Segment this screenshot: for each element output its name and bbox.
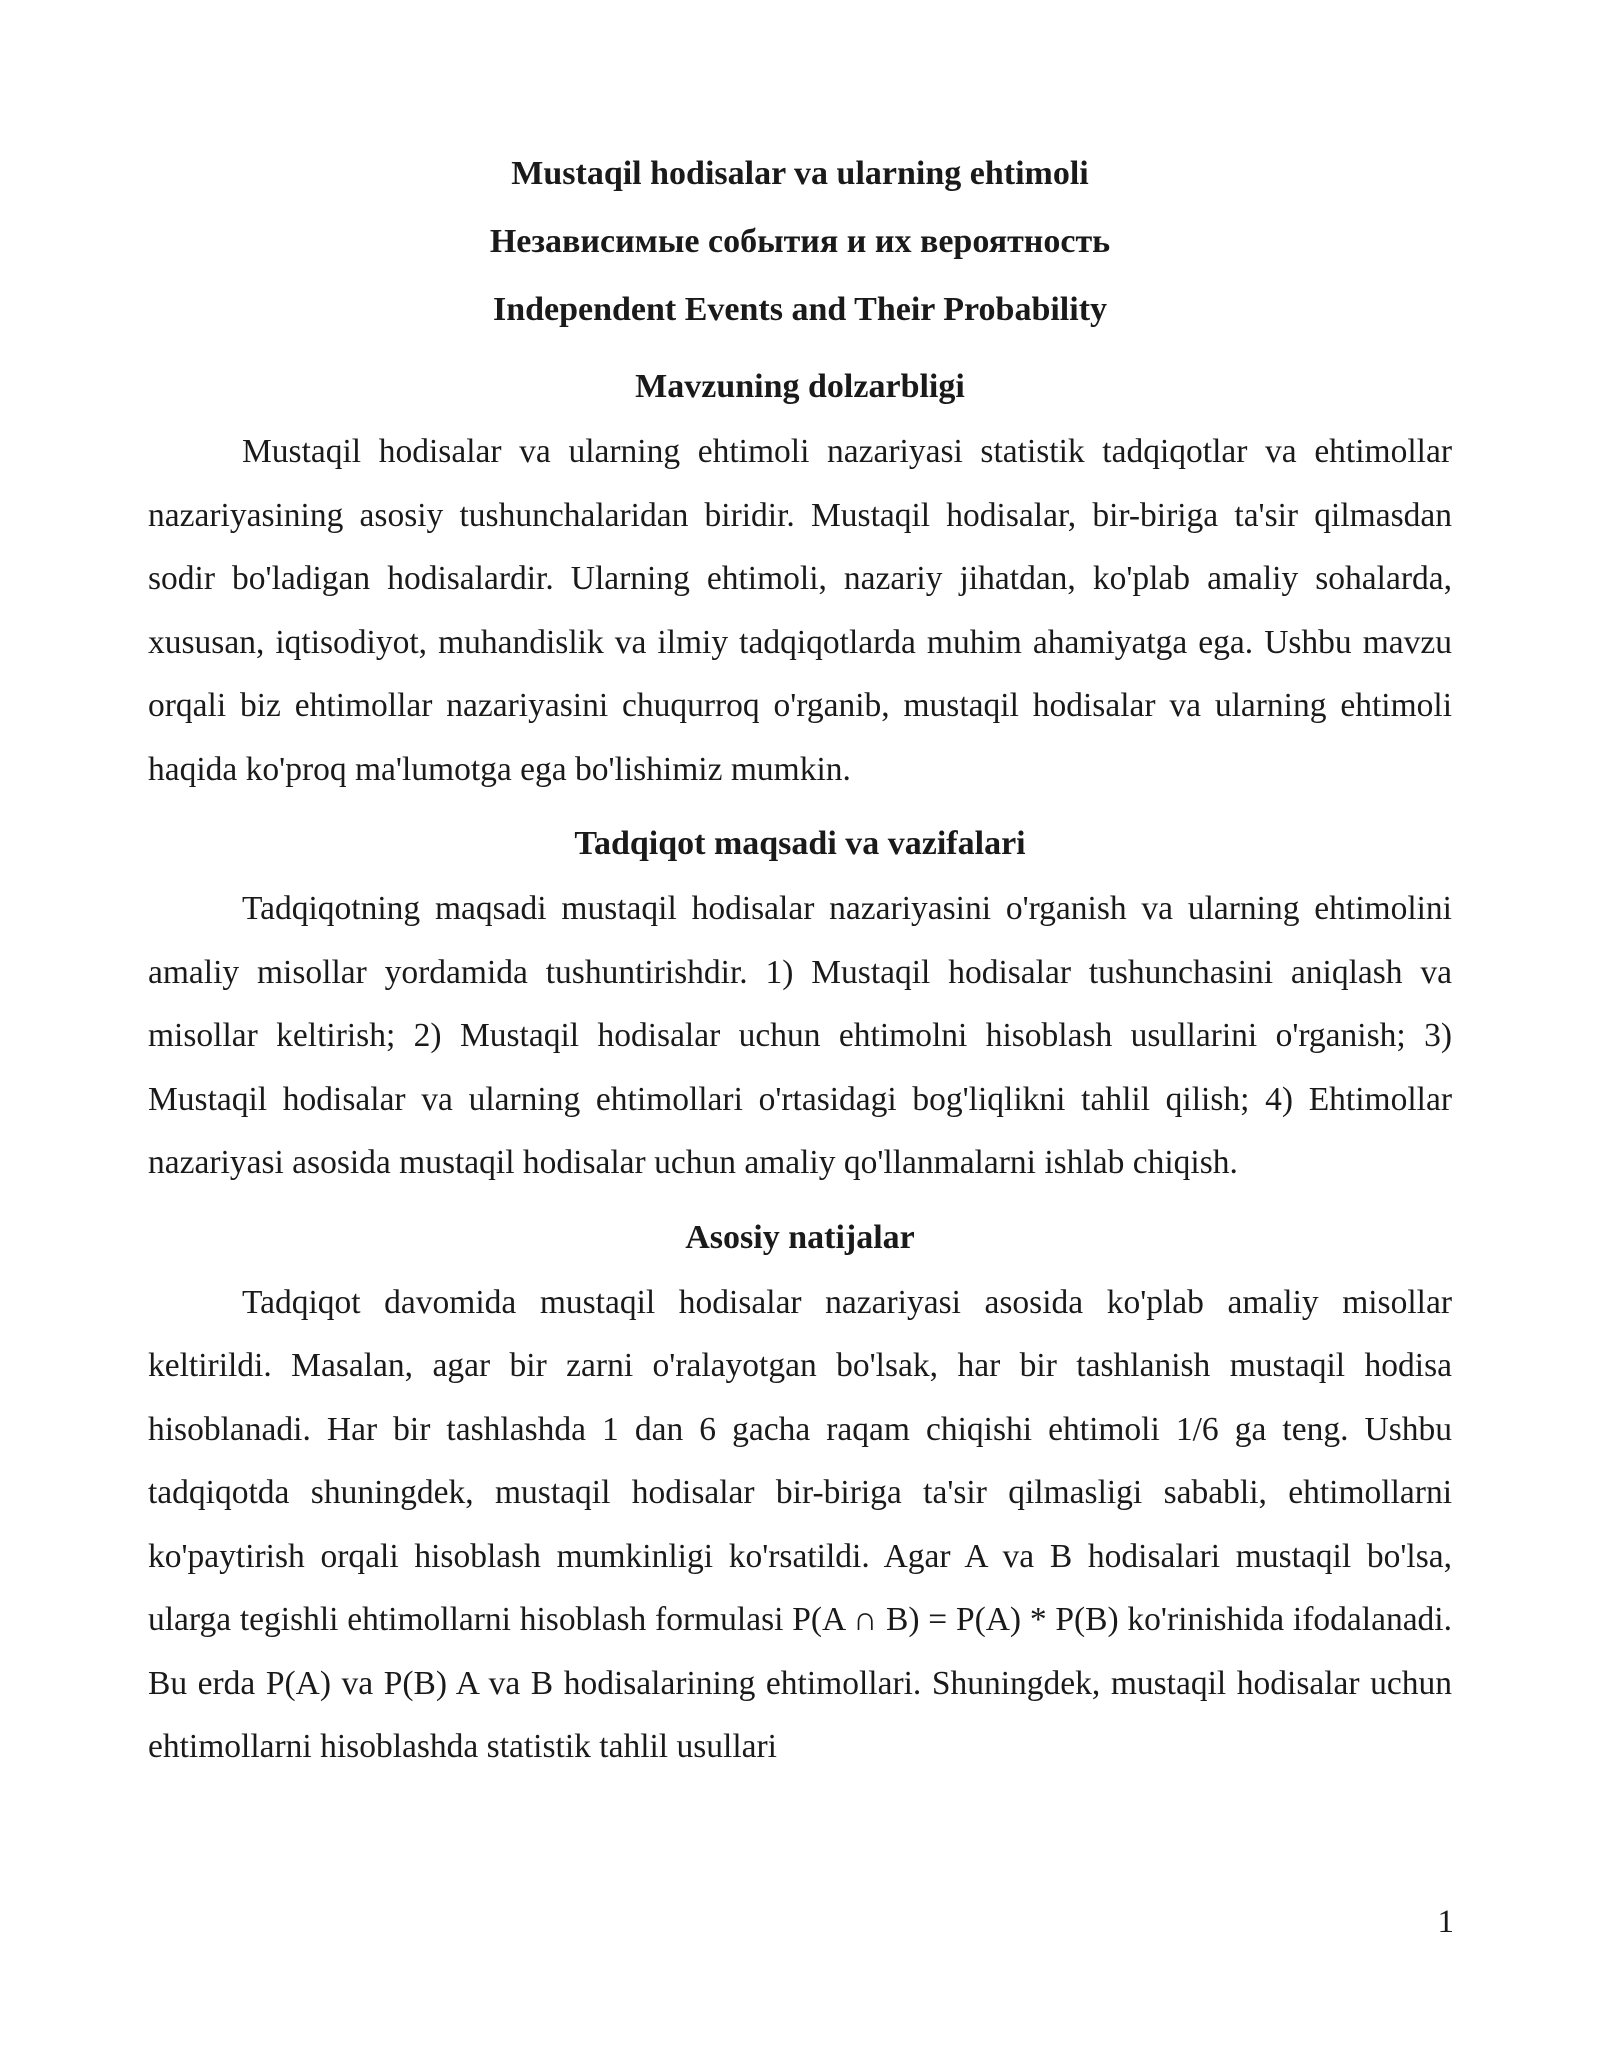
section-heading-goals: Tadqiqot maqsadi va vazifalari [574,825,1026,862]
section-heading-relevance: Mavzuning dolzarbligi [635,368,965,405]
title-english: Independent Events and Their Probability [492,291,1108,328]
section-paragraph-results: Tadqiqot davomida mustaqil hodisalar nazariyasi asosida ko'plab amaliy misollar keltirildi. Masalan, agar bir zarni o'ralayotgan bo'lsak, har bir tashlanish mustaqil hodisa hisoblanadi. Har bir tashlashda 1 dan 6 gacha raqam chiqishi ehtimoli 1/6 ga teng. Ushbu tadqiqotda shuningdek, mustaqil hodisalar bir-biriga ta'sir qilmasligi sababli, ehtimollarni ko'paytirish orqali hisoblash mumkinligi ko'rsatildi. Agar A va B hodisalari mustaqil bo'lsa, ularga tegishli ehtimollarni hisoblash formulasi P(A ∩ B) = P(A) * P(B) ko'rinishida ifodalanadi. Bu erda P(A) va P(B) A va B hodisalarining ehtimollari. Shuningdek, mustaqil hodisalar uchun ehtimollarni hisoblashda statistik tahlil usullari [148,1283,1452,1765]
page-content [148,140,1452,1779]
page-number: 1 [1437,1904,1454,1940]
section-paragraph-relevance: Mustaqil hodisalar va ularning ehtimoli nazariyasi statistik tadqiqotlar va ehtimollar nazariyasining asosiy tushunchalaridan biridir. Mustaqil hodisalar, bir-biriga ta'sir qilmasdan sodir bo'ladigan hodisalardir. Ularning ehtimoli, nazariy jihatdan, ko'plab amaliy sohalarda, xususan, iqtisodiyot, muhandislik va ilmiy tadqiqotlarda muhim ahamiyatga ega. Ushbu mavzu orqali biz ehtimollar nazariyasini chuqurroq o'rganib, mustaqil hodisalar va ularning ehtimoli haqida ko'proq ma'lumotga ega bo'lishimiz mumkin. [148,433,1452,788]
section-paragraph-goals: Tadqiqotning maqsadi mustaqil hodisalar nazariyasini o'rganish va ularning ehtimolini amaliy misollar yordamida tushuntirishdir. 1) Mustaqil hodisalar tushunchasini aniqlash va misollar keltirish; 2) Mustaqil hodisalar uchun ehtimolni hisoblash usullarini o'rganish; 3) Mustaqil hodisalar va ularning ehtimollari o'rtasidagi bog'liqlikni tahlil qilish; 4) Ehtimollar nazariyasi asosida mustaqil hodisalar uchun amaliy qo'llanmalarni ishlab chiqish. [148,890,1452,1181]
section-heading-results: Asosiy natijalar [685,1218,915,1256]
title-russian: Независимые события и их вероятность [489,223,1111,260]
title-uzbek: Mustaqil hodisalar va ularning ehtimoli [511,155,1089,192]
